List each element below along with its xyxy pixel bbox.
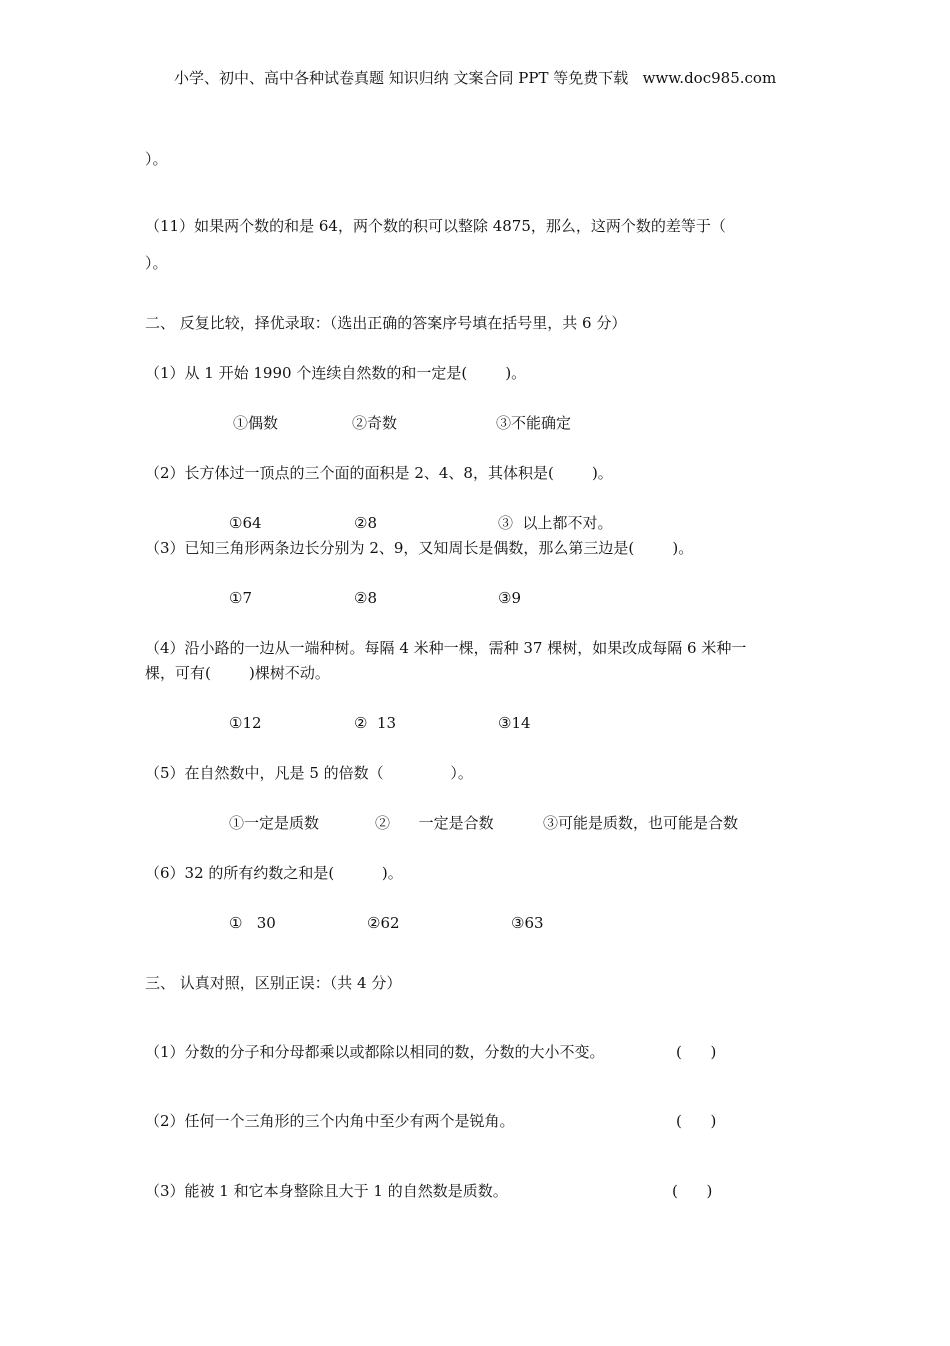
s3-item-3: （3）能被 1 和它本身整除且大于 1 的自然数是质数。 xyxy=(145,1182,508,1200)
s2-question-1: （1）从 1 开始 1990 个连续自然数的和一定是( )。 xyxy=(145,364,527,382)
s2-q1-option-1: ①偶数 xyxy=(233,414,279,432)
s2-q5-option-1: ①一定是质数 xyxy=(229,814,320,832)
s3-item-1-blank: ( ) xyxy=(676,1043,717,1061)
s2-q6-option-2: ②62 xyxy=(367,914,400,932)
s2-q1-option-2: ②奇数 xyxy=(352,414,398,432)
s2-q4-option-1: ①12 xyxy=(229,714,262,732)
s2-q5-option-2: ② 一定是合数 xyxy=(375,814,494,832)
s2-q1-option-3: ③不能确定 xyxy=(496,414,572,432)
s2-q5-option-3: ③可能是质数，也可能是合数 xyxy=(543,814,739,832)
s2-question-3: （3）已知三角形两条边长分别为 2、9，又知周长是偶数，那么第三边是( )。 xyxy=(145,539,694,557)
s3-item-2-blank: ( ) xyxy=(676,1112,717,1130)
s2-question-4: （4）沿小路的一边从一端种树。每隔 4 米种一棵，需种 37 棵树，如果改成每隔 6 米种一 xyxy=(145,639,747,657)
s2-q6-option-1: ① 30 xyxy=(229,914,276,932)
s2-question-4-cont: 棵，可有( )棵树不动。 xyxy=(145,664,330,682)
s2-question-6: （6）32 的所有约数之和是( )。 xyxy=(145,864,403,882)
s2-q2-option-2: ②8 xyxy=(354,514,377,532)
s2-q6-option-3: ③63 xyxy=(511,914,544,932)
s2-question-2: （2）长方体过一顶点的三个面的面积是 2、4、8，其体积是( )。 xyxy=(145,464,613,482)
s2-q4-option-2: ② 13 xyxy=(354,714,397,732)
s2-q2-option-1: ①64 xyxy=(229,514,262,532)
s3-item-1: （1）分数的分子和分母都乘以或都除以相同的数，分数的大小不变。 xyxy=(145,1043,605,1061)
s2-q3-option-1: ①7 xyxy=(229,589,252,607)
question-11-end: ）。 xyxy=(145,254,168,272)
s2-q3-option-3: ③9 xyxy=(498,589,521,607)
question-11: （11）如果两个数的和是 64，两个数的积可以整除 4875，那么，这两个数的差等于（ xyxy=(145,217,726,235)
continued-line: ）。 xyxy=(145,150,168,168)
s3-item-3-blank: ( ) xyxy=(672,1182,713,1200)
s2-q3-option-2: ②8 xyxy=(354,589,377,607)
page-header: 小学、初中、高中各种试卷真题 知识归纳 文案合同 PPT 等免费下载 www.doc985.com xyxy=(174,69,777,87)
s2-question-5: （5）在自然数中，凡是 5 的倍数（ ）。 xyxy=(145,764,473,782)
s2-q4-option-3: ③14 xyxy=(498,714,531,732)
s3-item-2: （2）任何一个三角形的三个内角中至少有两个是锐角。 xyxy=(145,1112,515,1130)
section-3-title: 三、 认真对照，区别正误：（共 4 分） xyxy=(145,974,402,992)
s2-q2-option-3: ③ 以上都不对。 xyxy=(498,514,613,532)
section-2-title: 二、 反复比较，择优录取：（选出正确的答案序号填在括号里，共 6 分） xyxy=(145,314,627,332)
